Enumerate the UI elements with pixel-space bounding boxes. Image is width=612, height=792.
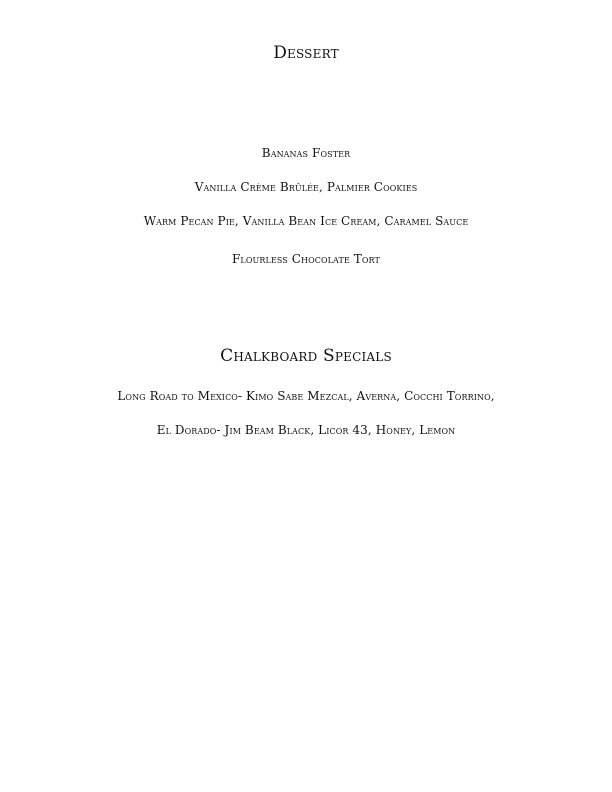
- chalkboard-specials-heading: Chalkboard Specials: [220, 346, 392, 366]
- dessert-item: Flourless Chocolate Tort: [232, 252, 380, 266]
- dessert-item: Warm Pecan Pie, Vanilla Bean Ice Cream, Caramel Sauce: [143, 214, 469, 228]
- dessert-heading: Dessert: [273, 43, 339, 63]
- special-item: El Dorado- Jim Beam Black, Licor 43, Honey, Lemon: [156, 423, 456, 437]
- dessert-item: Vanilla Crème Brûlée, Palmier Cookies: [194, 180, 418, 194]
- dessert-item: Bananas Foster: [261, 146, 351, 160]
- special-item: Long Road to Mexico- Kimo Sabe Mezcal, Averna, Cocchi Torrino,: [117, 389, 495, 403]
